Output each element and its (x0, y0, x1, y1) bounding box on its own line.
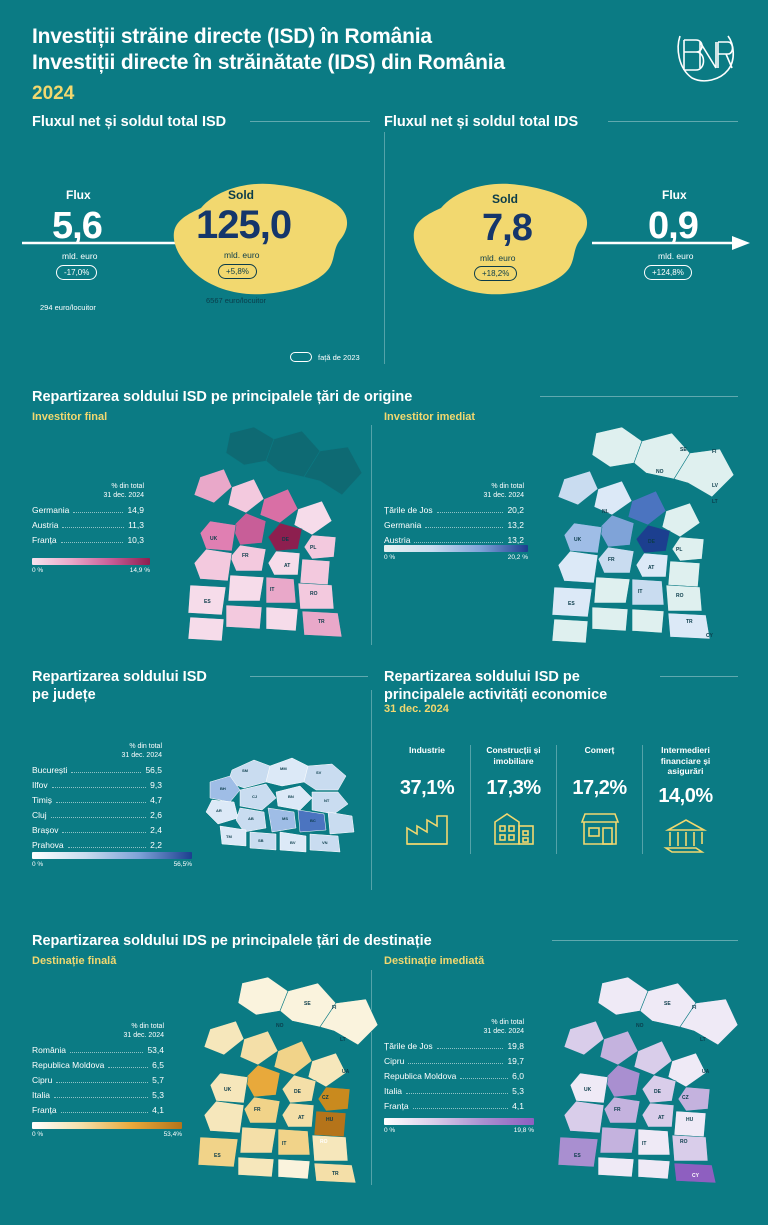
list-item (32, 825, 162, 835)
card-title: Comerț (584, 745, 615, 755)
scale-investitor-final (32, 558, 150, 574)
svg-text:UK: UK (210, 536, 218, 542)
row-name: Italia (384, 1085, 402, 1096)
europe-map-destinatie-finala (180, 975, 380, 1185)
ids-flux-unit: mld. euro (658, 251, 694, 261)
svg-text:CZ: CZ (322, 1095, 329, 1101)
row-name: Austria (32, 519, 59, 530)
svg-text:NT: NT (324, 798, 330, 803)
row-value: 4,1 (512, 1100, 524, 1111)
row-leader (437, 1048, 504, 1049)
scale-min: 0 % (32, 861, 44, 868)
bnr-logo-icon (674, 26, 738, 84)
svg-text:DE: DE (654, 1089, 661, 1095)
row-value: 19,8 (507, 1040, 524, 1051)
row-name: Germania (384, 519, 422, 530)
list-item (384, 505, 524, 515)
svg-text:IT: IT (282, 1141, 287, 1147)
svg-text:LT: LT (700, 1037, 706, 1043)
list-item (384, 520, 524, 530)
scale-max: 20,2 % (507, 554, 528, 561)
svg-text:NL: NL (602, 509, 609, 515)
row-leader (61, 542, 124, 543)
isd-sold-per-capita: 6567 euro/locuitor (206, 296, 267, 305)
row-leader (108, 1067, 148, 1068)
svg-text:UA: UA (702, 1069, 710, 1075)
svg-text:TR: TR (318, 619, 325, 625)
divider (540, 396, 738, 397)
svg-text:TM: TM (226, 834, 232, 839)
row-leader (413, 1108, 509, 1109)
svg-text:UA: UA (342, 1069, 350, 1075)
section5-left-sub: Destinație finală (32, 955, 117, 967)
card-title: Intermedieri financiare și asigurări (660, 745, 711, 777)
svg-text:BC: BC (310, 818, 316, 823)
row-value: 6,5 (152, 1059, 164, 1070)
svg-text:HU: HU (326, 1117, 334, 1123)
list-item (384, 535, 524, 545)
svg-text:FI: FI (692, 1005, 697, 1011)
isd-flux-value: 5,6 (52, 205, 102, 247)
page-title (32, 24, 744, 77)
page-header (32, 24, 744, 105)
svg-text:FR: FR (608, 557, 615, 563)
list-judete (32, 742, 162, 855)
scale-destinatie-imediata (384, 1118, 534, 1134)
svg-text:FR: FR (242, 553, 249, 559)
list-investitor-imediat (384, 482, 524, 550)
row-leader (68, 847, 147, 848)
row-leader (56, 1082, 148, 1083)
svg-text:FR: FR (254, 1107, 261, 1113)
page-title-line2: Investiții directe în străinătate (IDS) din România (32, 51, 505, 75)
divider (552, 940, 738, 941)
row-value: 56,5 (145, 764, 162, 775)
list-item (32, 535, 144, 545)
list-item (384, 1086, 524, 1096)
row-name: Germania (32, 504, 70, 515)
row-value: 20,2 (507, 504, 524, 515)
row-value: 53,4 (147, 1044, 164, 1055)
scale-destinatie-finala (32, 1122, 182, 1138)
svg-text:VN: VN (322, 840, 328, 845)
svg-text:HU: HU (686, 1117, 694, 1123)
row-value: 4,1 (152, 1104, 164, 1115)
svg-text:AB: AB (248, 816, 254, 821)
axis-note-line1: % din total (111, 483, 144, 490)
svg-text:CJ: CJ (252, 794, 258, 799)
row-name: București (32, 764, 68, 775)
svg-text:IT: IT (642, 1141, 647, 1147)
scale-min: 0 % (384, 554, 396, 561)
card-title: Construcții și imobiliare (486, 745, 541, 766)
page-year: 2024 (32, 82, 75, 104)
list-destinatie-finala (32, 1022, 164, 1120)
list-item (32, 1105, 164, 1115)
europe-map-investitor-imediat (530, 425, 740, 650)
row-value: 4,7 (150, 794, 162, 805)
svg-text:ES: ES (568, 601, 575, 607)
row-value: 5,3 (512, 1085, 524, 1096)
scale-max: 19,8 % (513, 1127, 534, 1134)
activity-cards (384, 745, 728, 854)
list-item (32, 810, 162, 820)
svg-text:LT: LT (712, 499, 718, 505)
ids-sold-unit: mld. euro (480, 253, 516, 263)
row-value: 6,0 (512, 1070, 524, 1081)
row-leader (54, 1097, 148, 1098)
legend-label: față de 2023 (318, 353, 360, 362)
row-name: Țările de Jos (384, 1040, 433, 1051)
scale-min: 0 % (32, 567, 44, 574)
svg-text:SE: SE (304, 1001, 311, 1007)
row-name: Cipru (32, 1074, 53, 1085)
section4-title-line1: Repartizarea soldului ISD pe (384, 669, 580, 685)
row-value: 5,7 (152, 1074, 164, 1085)
svg-text:FR: FR (614, 1107, 621, 1113)
svg-text:SE: SE (680, 447, 687, 453)
isd-sold-label: Sold (228, 188, 254, 202)
card-value: 37,1% (399, 777, 455, 799)
list-item (32, 1045, 164, 1055)
section3-title (32, 668, 282, 704)
svg-text:SE: SE (664, 1001, 671, 1007)
scale-max: 14,9 % (129, 567, 150, 574)
row-value: 11,3 (128, 519, 144, 530)
section2-right-sub: Investitor imediat (384, 411, 476, 423)
card-title: Industrie (409, 745, 445, 755)
card-value: 17,3% (486, 777, 541, 799)
svg-text:UK: UK (224, 1087, 232, 1093)
legend-swatch (290, 352, 312, 362)
buildings-icon (475, 806, 552, 846)
row-leader (460, 1078, 508, 1079)
row-value: 14,9 (127, 504, 144, 515)
svg-text:LT: LT (340, 1037, 346, 1043)
svg-text:AT: AT (658, 1115, 665, 1121)
isd-flux-label: Flux (66, 188, 91, 202)
row-value: 10,3 (127, 534, 144, 545)
svg-text:UK: UK (584, 1087, 592, 1093)
svg-text:DE: DE (282, 537, 289, 543)
row-name: Franța (32, 534, 57, 545)
section3-title-line1: Repartizarea soldului ISD (32, 669, 207, 685)
axis-note-line1: % din total (131, 1023, 164, 1030)
list-item (32, 505, 144, 515)
row-leader (73, 512, 123, 513)
bank-icon (647, 814, 724, 854)
isd-sold-unit: mld. euro (224, 250, 260, 260)
svg-text:UK: UK (574, 537, 582, 543)
scale-judete (32, 852, 192, 868)
scale-gradient (32, 852, 192, 859)
divider-vertical (371, 425, 372, 645)
row-name: Prahova (32, 839, 64, 850)
row-leader (62, 832, 146, 833)
list-item (32, 520, 144, 530)
row-name: Ilfov (32, 779, 48, 790)
row-leader (414, 542, 503, 543)
svg-text:CY: CY (706, 633, 713, 639)
section4-title (384, 668, 684, 704)
card-value: 14,0% (658, 784, 713, 807)
svg-text:RO: RO (680, 1139, 688, 1145)
svg-text:LV: LV (712, 483, 719, 489)
row-leader (52, 787, 147, 788)
section5-right-sub: Destinație imediată (384, 955, 485, 967)
row-name: Cluj (32, 809, 47, 820)
row-value: 9,3 (150, 779, 162, 790)
factory-icon (388, 806, 466, 846)
section5-title: Repartizarea soldului IDS pe principalele țări de destinație (32, 933, 432, 949)
row-leader (71, 772, 141, 773)
divider (660, 676, 738, 677)
row-leader (408, 1063, 503, 1064)
scale-min: 0 % (384, 1127, 396, 1134)
svg-text:NO: NO (656, 469, 664, 475)
svg-text:FI: FI (712, 449, 717, 455)
svg-text:PL: PL (310, 545, 317, 551)
svg-text:RO: RO (676, 593, 684, 599)
list-item (384, 1041, 524, 1051)
svg-text:DE: DE (294, 1089, 301, 1095)
isd-sold-change: +5,8% (218, 264, 257, 279)
axis-note-line2: 31 dec. 2024 (123, 1032, 164, 1040)
divider-vertical (371, 690, 372, 890)
svg-text:IT: IT (638, 589, 643, 595)
scale-investitor-imediat (384, 545, 528, 561)
row-leader (437, 512, 504, 513)
list-item (384, 1071, 524, 1081)
row-name: Țările de Jos (384, 504, 433, 515)
svg-text:AT: AT (648, 565, 655, 571)
row-name: Italia (32, 1089, 50, 1100)
isd-flux-unit: mld. euro (62, 251, 98, 261)
section3-title-line2: pe județe (32, 687, 96, 704)
svg-text:NO: NO (276, 1023, 284, 1029)
svg-text:SM: SM (242, 768, 248, 773)
divider (608, 121, 738, 122)
section4-date: 31 dec. 2024 (384, 703, 449, 715)
divider (250, 121, 370, 122)
svg-text:IT: IT (270, 587, 275, 593)
scale-min: 0 % (32, 1131, 44, 1138)
svg-text:AT: AT (298, 1115, 305, 1121)
section1-right-title: Fluxul net și soldul total IDS (384, 114, 579, 130)
isd-flux-per-capita: 294 euro/locuitor (40, 303, 96, 312)
ids-flux-label: Flux (662, 188, 687, 202)
list-item (32, 765, 162, 775)
ids-sold-value: 7,8 (482, 207, 532, 249)
row-value: 2,2 (150, 839, 162, 850)
section2-title: Repartizarea soldului ISD pe principalele țări de origine (32, 389, 413, 405)
section1-left-title: Fluxul net și soldul total ISD (32, 114, 227, 130)
divider-vertical (384, 132, 385, 364)
scale-gradient (32, 558, 150, 565)
svg-text:ES: ES (204, 599, 211, 605)
svg-text:CY: CY (692, 1173, 699, 1179)
svg-text:DE: DE (648, 539, 655, 545)
row-name: România (32, 1044, 67, 1055)
axis-note-line1: % din total (129, 743, 162, 750)
svg-text:NO: NO (636, 1023, 644, 1029)
svg-text:ES: ES (214, 1153, 221, 1159)
scale-gradient (32, 1122, 182, 1129)
list-item (32, 840, 162, 850)
svg-text:BN: BN (288, 794, 294, 799)
list-item (32, 795, 162, 805)
row-value: 2,4 (150, 824, 162, 835)
scale-gradient (384, 545, 528, 552)
svg-text:RO: RO (310, 591, 318, 597)
row-name: Austria (384, 534, 411, 545)
section4-title-line2: principalele activități economice (384, 687, 608, 704)
row-value: 19,7 (507, 1055, 524, 1066)
row-leader (425, 527, 503, 528)
svg-text:FI: FI (332, 1005, 337, 1011)
row-name: Franța (384, 1100, 409, 1111)
list-item (32, 1075, 164, 1085)
list-item (384, 1056, 524, 1066)
ids-flux-value: 0,9 (648, 205, 698, 247)
row-leader (70, 1052, 143, 1053)
row-name: Franța (32, 1104, 57, 1115)
row-value: 2,6 (150, 809, 162, 820)
activity-card-comert (556, 745, 642, 854)
divider (250, 676, 368, 677)
isd-sold-value: 125,0 (196, 203, 292, 247)
card-value: 17,2% (572, 777, 627, 799)
row-value: 13,2 (507, 519, 524, 530)
svg-text:CZ: CZ (682, 1095, 689, 1101)
row-leader (56, 802, 146, 803)
axis-note-line2: 31 dec. 2024 (103, 492, 144, 500)
list-item (32, 1090, 164, 1100)
row-value: 13,2 (507, 534, 524, 545)
svg-text:TR: TR (686, 619, 693, 625)
svg-text:PL: PL (676, 547, 683, 553)
activity-card-intermedieri (642, 745, 728, 854)
scale-gradient (384, 1118, 534, 1125)
row-leader (51, 817, 147, 818)
row-leader (406, 1093, 508, 1094)
page-title-line1: Investiții străine directe (ISD) în România (32, 25, 432, 48)
row-name: Brașov (32, 824, 59, 835)
row-name: Timiș (32, 794, 52, 805)
row-name: Republica Moldova (384, 1070, 457, 1081)
row-name: Cipru (384, 1055, 405, 1066)
ids-sold-label: Sold (492, 192, 518, 206)
svg-text:MM: MM (280, 766, 287, 771)
shop-icon (561, 806, 638, 846)
axis-note-line2: 31 dec. 2024 (483, 492, 524, 500)
row-leader (62, 527, 124, 528)
axis-note-line2: 31 dec. 2024 (483, 1028, 524, 1036)
axis-note-line2: 31 dec. 2024 (121, 752, 162, 760)
axis-note-line1: % din total (491, 1019, 524, 1026)
svg-text:ES: ES (574, 1153, 581, 1159)
europe-map-destinatie-imediata (540, 975, 745, 1185)
activity-card-constructii (470, 745, 556, 854)
axis-note-line1: % din total (491, 483, 524, 490)
scale-max: 53,4% (163, 1131, 182, 1138)
svg-text:RO: RO (320, 1139, 328, 1145)
svg-text:AR: AR (216, 808, 222, 813)
svg-text:MS: MS (282, 816, 288, 821)
row-value: 5,3 (152, 1089, 164, 1100)
list-investitor-final (32, 482, 144, 550)
list-item (384, 1101, 524, 1111)
scale-max: 56,5% (173, 861, 192, 868)
europe-map-investitor-final (170, 425, 370, 650)
list-item (32, 780, 162, 790)
ids-flux-change: +124,8% (644, 265, 692, 280)
svg-text:SV: SV (316, 770, 322, 775)
section2-left-sub: Investitor final (32, 411, 108, 423)
svg-text:AT: AT (284, 563, 291, 569)
row-name: Republica Moldova (32, 1059, 105, 1070)
list-destinatie-imediata (384, 1018, 524, 1116)
svg-text:TR: TR (332, 1171, 339, 1177)
activity-card-industrie (384, 745, 470, 854)
romania-counties-map (196, 742, 368, 862)
ids-sold-change: +18,2% (474, 266, 517, 281)
row-leader (61, 1112, 149, 1113)
svg-text:BV: BV (290, 840, 296, 845)
svg-text:BH: BH (220, 786, 226, 791)
svg-text:SB: SB (258, 838, 264, 843)
list-item (32, 1060, 164, 1070)
isd-flux-change: -17,0% (56, 265, 97, 280)
